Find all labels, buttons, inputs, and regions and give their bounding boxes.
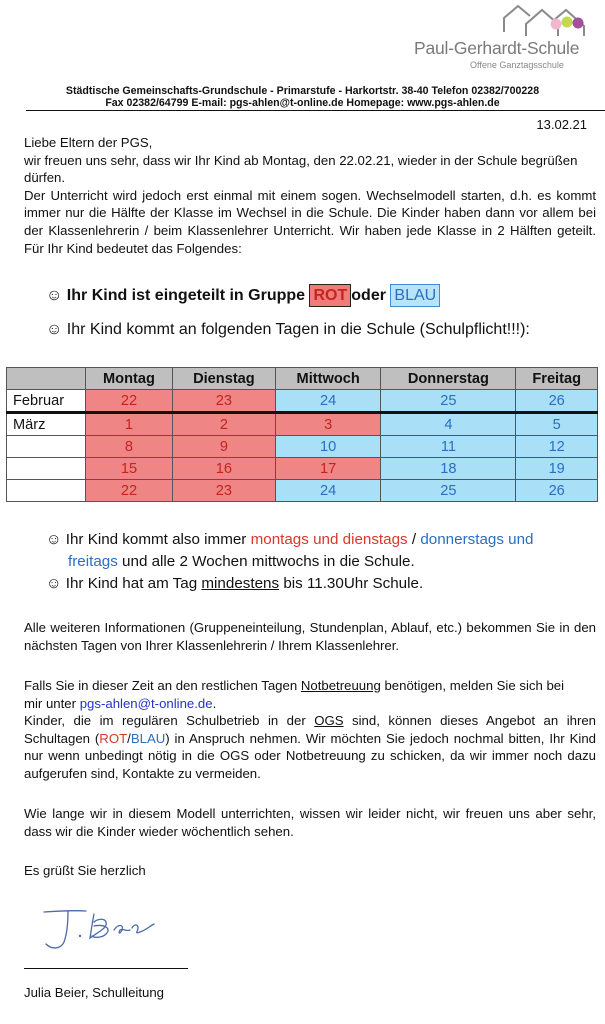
- table-row: [7, 480, 598, 502]
- days-text: Ihr Kind kommt an folgenden Tagen in die Schule (Schulpflicht!!!):: [66, 321, 530, 338]
- date-cell: 5: [516, 413, 598, 436]
- school-name: Paul-Gerhardt-Schule: [414, 38, 580, 58]
- closing-paragraph: Wie lange wir in diesem Modell unterrichten, wissen wir leider nicht, wir freuen uns aber sehr, dass wir die Kinder wieder wöchentlich sehen.: [24, 806, 596, 839]
- signature-name: Julia Beier, Schulleitung: [24, 985, 165, 1000]
- summary-text-2: und alle 2 Wochen mittwochs in die Schule.: [122, 553, 415, 570]
- schedule-table: [6, 367, 598, 502]
- salutation: Liebe Eltern der PGS,: [24, 135, 153, 150]
- date-cell: 23: [172, 480, 275, 502]
- date-cell: 22: [86, 480, 173, 502]
- date-cell: 18: [381, 458, 516, 480]
- ogs-rot: ROT: [99, 730, 128, 746]
- ogs-underlined: OGS: [314, 713, 344, 729]
- closing-greeting: Es grüßt Sie herzlich: [24, 863, 146, 878]
- group-blau-badge: BLAU: [390, 284, 440, 307]
- date-cell: 25: [381, 480, 516, 502]
- school-subtitle: Offene Ganztagsschule: [470, 60, 564, 70]
- letter-date: 13.02.21: [536, 117, 587, 132]
- summary-red-days: montags und dienstags: [250, 531, 408, 548]
- school-logo-icon: [500, 2, 590, 42]
- summary-blue-days-1: donnerstags und: [420, 531, 534, 548]
- day-header: Mittwoch: [275, 368, 381, 390]
- letterhead-line-2: Fax 02382/64799 E-mail: pgs-ahlen@t-online.de Homepage: www.pgs-ahlen.de: [105, 97, 500, 109]
- table-row: [7, 436, 598, 458]
- date-cell: 10: [275, 436, 381, 458]
- date-cell: 17: [275, 458, 381, 480]
- summary-text-1: Ihr Kind kommt also immer: [65, 531, 247, 548]
- intro-block: [24, 134, 596, 257]
- ogs-text-1: Kinder, die im regulären Schulbetrieb in der: [24, 713, 306, 729]
- date-cell: 15: [86, 458, 173, 480]
- table-corner: [7, 368, 86, 390]
- notbetreuung-text-1: Falls Sie in dieser Zeit an den restlichen Tagen: [24, 678, 298, 693]
- group-line: [46, 284, 440, 307]
- smiley-icon: ☺: [46, 321, 63, 338]
- group-oder: oder: [351, 287, 386, 304]
- date-cell: 9: [172, 436, 275, 458]
- date-cell: 11: [381, 436, 516, 458]
- notbetreuung-paragraph: [24, 677, 596, 783]
- hours-text-2: bis 11.30Uhr Schule.: [283, 575, 424, 592]
- group-text: Ihr Kind ist eingeteilt in Gruppe: [66, 287, 306, 304]
- month-cell: [7, 458, 86, 480]
- hours-text-1: Ihr Kind hat am Tag: [65, 575, 198, 592]
- day-header: Donnerstag: [381, 368, 516, 390]
- smiley-icon: ☺: [46, 287, 63, 304]
- date-cell: 12: [516, 436, 598, 458]
- month-cell: [7, 480, 86, 502]
- notbetreuung-period: .: [212, 695, 217, 711]
- email-link[interactable]: pgs-ahlen@t-online.de: [79, 695, 213, 711]
- table-row: [7, 390, 598, 413]
- intro-line-1: wir freuen uns sehr, dass wir Ihr Kind ab Montag, den 22.02.21, wieder in der Schule begrüßen: [24, 152, 578, 168]
- date-cell: 8: [86, 436, 173, 458]
- group-rot-badge: ROT: [309, 284, 351, 307]
- smiley-icon: ☺: [46, 575, 62, 592]
- day-header: Montag: [86, 368, 173, 390]
- intro-paragraph-2: Der Unterricht wird jedoch erst einmal mit einem sogen. Wechselmodell starten, d.h. es kommt immer nur die Hälfte der Klasse im Wechsel in die Schule. Die Kinder haben dann vor allem bei der Klassenlehrerin / beim Klassenlehrer Unterricht. Wir haben jede Klasse in 2 Hälften geteilt. Für Ihr Kind bedeutet das Folgendes:: [24, 187, 596, 256]
- date-cell: 23: [172, 390, 275, 413]
- summary-line: [46, 529, 598, 595]
- day-header: Freitag: [516, 368, 598, 390]
- date-cell: 25: [381, 390, 516, 413]
- intro-line-2: dürfen.: [24, 170, 66, 186]
- summary-blue-days-2: freitags: [68, 553, 118, 570]
- month-cell: [7, 436, 86, 458]
- notbetreuung-underlined: Notbetreuung: [300, 678, 381, 693]
- table-row: [7, 413, 598, 436]
- ogs-text-3: ) in Anspruch nehmen. Wir möchten Sie jedoch nochmal bitten, Ihr Kind nur wenn unbedingt nötig in die OGS oder Notbetreuung zu schicken, da wir immer noch dazu aufgerufen sind, Kontakte zu vermeiden.: [24, 730, 597, 781]
- month-cell: März: [7, 413, 86, 436]
- hours-underlined: mindestens: [201, 575, 280, 592]
- ogs-text-2: sind, können dieses Angebot an ihren Schultagen (: [24, 713, 597, 746]
- month-cell: Februar: [7, 390, 86, 413]
- summary-slash: /: [411, 531, 417, 548]
- date-cell: 26: [516, 480, 598, 502]
- smiley-icon: ☺: [46, 531, 62, 548]
- date-cell: 3: [275, 413, 381, 436]
- date-cell: 24: [275, 480, 381, 502]
- letterhead-divider: [26, 110, 605, 111]
- days-line: [46, 321, 530, 339]
- date-cell: 4: [381, 413, 516, 436]
- date-cell: 2: [172, 413, 275, 436]
- handwritten-signature: [34, 902, 164, 954]
- ogs-slash: /: [127, 730, 131, 746]
- day-header: Dienstag: [172, 368, 275, 390]
- letterhead-line-1: Städtische Gemeinschafts-Grundschule - Primarstufe - Harkortstr. 38-40 Telefon 02382/700228: [65, 85, 540, 97]
- date-cell: 19: [516, 458, 598, 480]
- date-cell: 24: [275, 390, 381, 413]
- info-paragraph: Alle weiteren Informationen (Gruppeneinteilung, Stundenplan, Ablauf, etc.) bekommen Sie in den nächsten Tagen von Ihrer Klassenlehrerin / Ihrem Klassenlehrer.: [24, 620, 596, 653]
- table-header-row: [7, 368, 598, 390]
- date-cell: 1: [86, 413, 173, 436]
- signature-line: [24, 968, 188, 969]
- notbetreuung-text-3: mir unter: [24, 695, 77, 711]
- date-cell: 26: [516, 390, 598, 413]
- notbetreuung-text-2: benötigen, melden Sie sich bei: [384, 678, 565, 693]
- table-row: [7, 458, 598, 480]
- ogs-paragraph: [24, 712, 596, 782]
- date-cell: 16: [172, 458, 275, 480]
- date-cell: 22: [86, 390, 173, 413]
- ogs-blau: BLAU: [130, 730, 166, 746]
